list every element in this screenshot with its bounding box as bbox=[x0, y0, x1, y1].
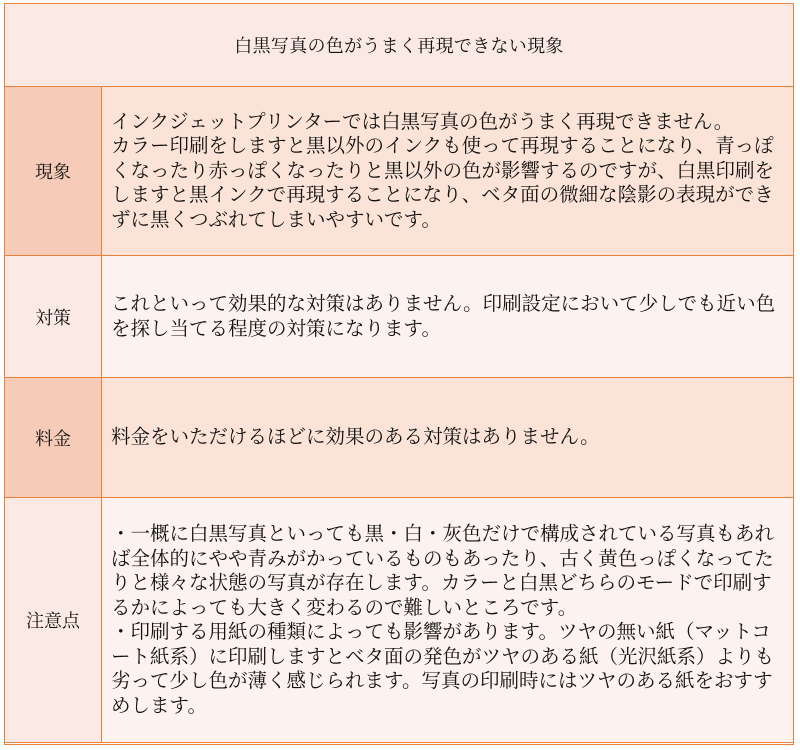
row-label: 現象 bbox=[5, 87, 102, 255]
row-notes bbox=[5, 498, 793, 743]
paragraph: カラー印刷をしますと黒以外のインクも使って再現することになり、青っぽくなったり赤っぽくなったりと黒以外の色が影響するのですが、白黒印刷をしますと黒インクで再現することになり、ベタ面の微細な陰影の表現ができずに黒くつぶれてしまいやすいです。 bbox=[111, 134, 775, 231]
row-content bbox=[102, 87, 793, 255]
table-title: 白黒写真の色がうまく再現できない現象 bbox=[5, 4, 793, 87]
row-fee bbox=[5, 378, 793, 498]
row-label: 注意点 bbox=[5, 498, 102, 742]
row-countermeasure bbox=[5, 256, 793, 378]
paragraph: これといって効果的な対策はありません。印刷設定において少しでも近い色を探し当てる程度の対策になります。 bbox=[111, 292, 776, 340]
paragraph: ・一概に白黒写真といっても黒・白・灰色だけで構成されている写真もあれば全体的にやや青みがかっているものもあったり、古く黄色っぽくなってたりと様々な状態の写真が存在します。カラーと白黒どちらのモードで印刷するかによっても大きく変わるので難しいところです。 bbox=[111, 522, 775, 619]
row-content bbox=[102, 256, 793, 377]
paragraph: ・印刷する用紙の種類によっても影響があります。ツヤの無い紙（マットコート紙系）に印刷しますとベタ面の発色がツヤのある紙（光沢紙系）よりも劣って少し色が薄く感じられます。写真の印刷時にはツヤのある紙をおすすめします。 bbox=[111, 620, 775, 717]
paragraph: インクジェットプリンターでは白黒写真の色がうまく再現できません。 bbox=[111, 109, 734, 133]
row-label: 対策 bbox=[5, 256, 102, 377]
row-label: 料金 bbox=[5, 378, 102, 497]
row-phenomenon bbox=[5, 87, 793, 256]
info-table bbox=[4, 3, 794, 745]
paragraph: 料金をいただけるほどに効果のある対策はありません。 bbox=[111, 425, 600, 449]
row-content bbox=[102, 378, 793, 497]
row-content bbox=[102, 498, 793, 742]
